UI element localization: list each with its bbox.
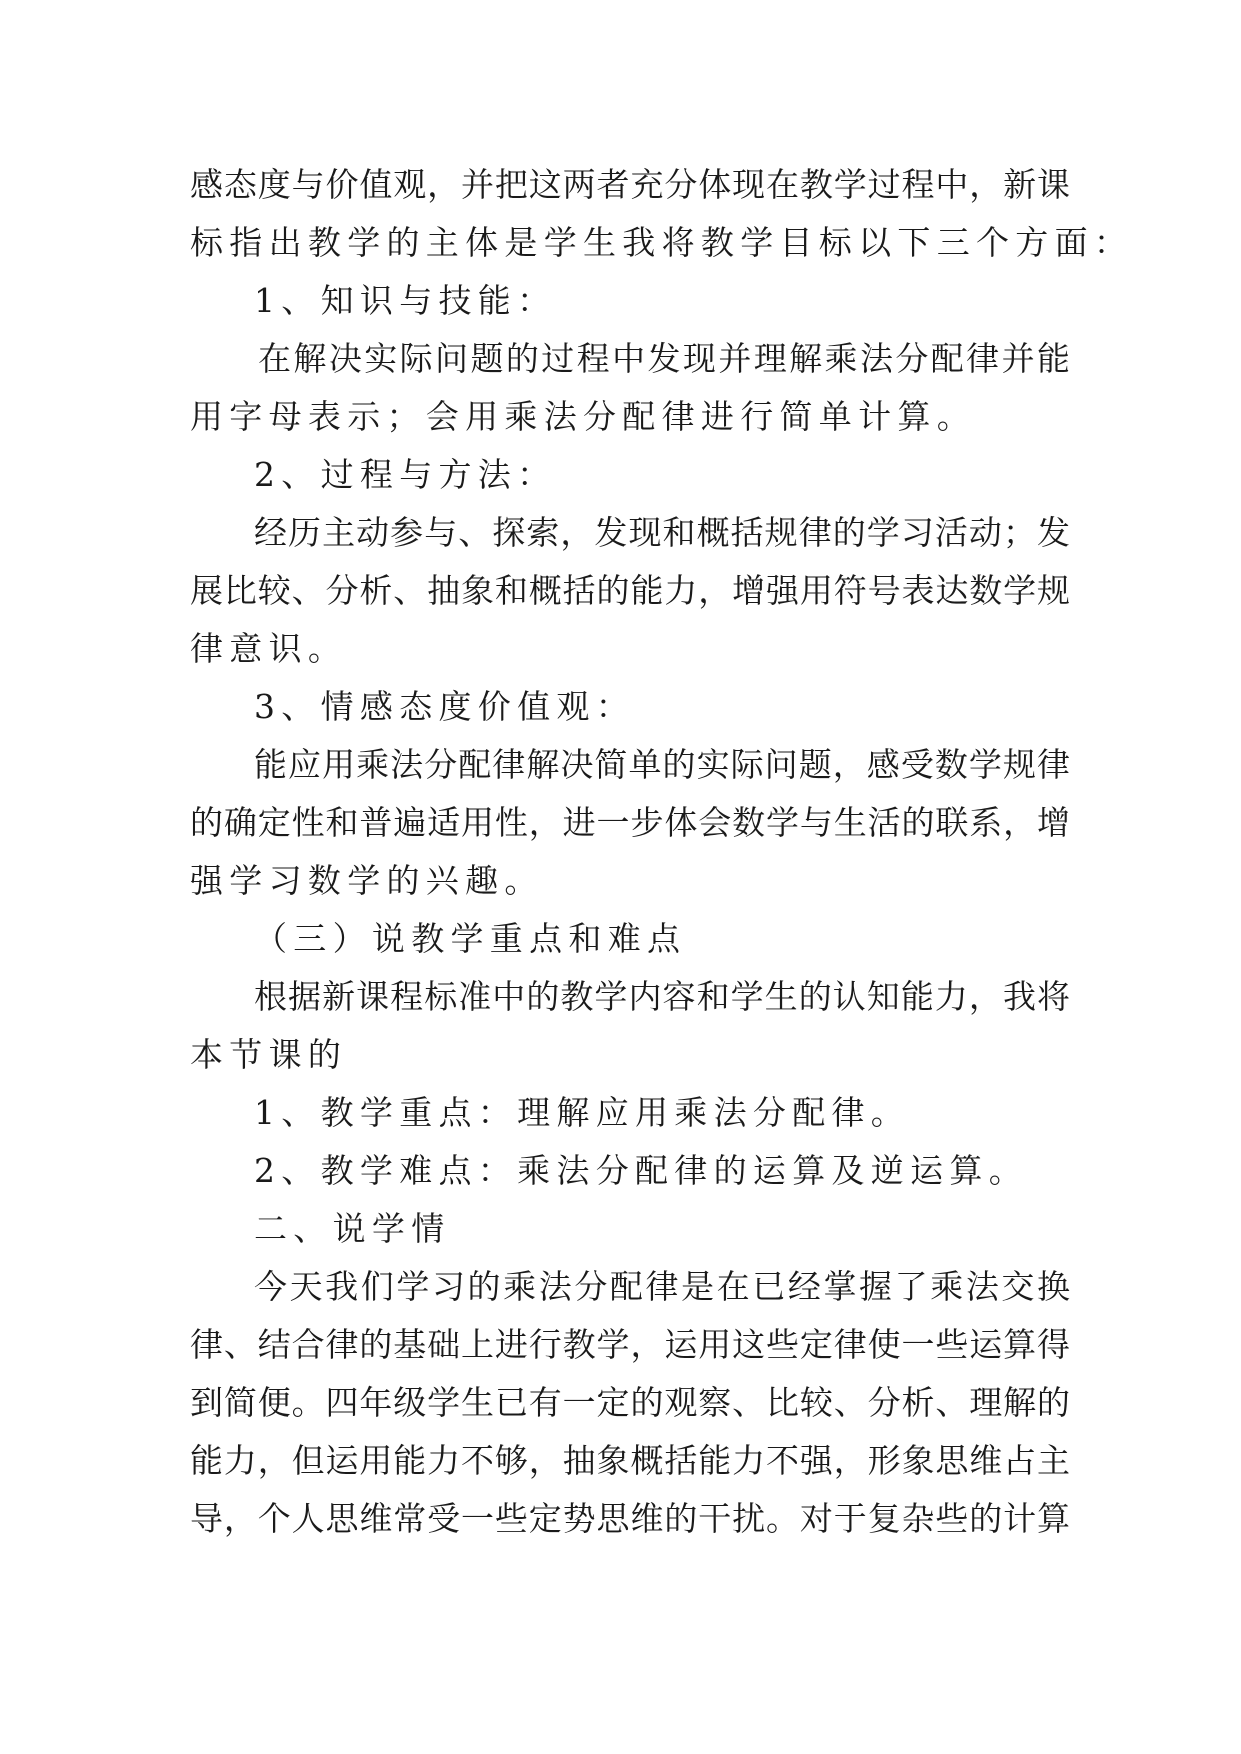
body-text-line: 强学习数学的兴趣。: [190, 861, 544, 900]
body-text-line: 到简便。四年级学生已有一定的观察、比较、分析、理解的: [190, 1383, 1070, 1422]
body-text-line: 感态度与价值观，并把这两者充分体现在教学过程中，新课: [190, 165, 1070, 204]
body-text-line: 根据新课程标准中的教学内容和学生的认知能力，我将: [254, 977, 1070, 1016]
body-text-line: 2、教学难点：乘法分配律的运算及逆运算。: [254, 1151, 1028, 1190]
body-text-line: 经历主动参与、探索，发现和概括规律的学习活动；发: [254, 513, 1070, 552]
body-text-line: 标指出教学的主体是学生我将教学目标以下三个方面：: [190, 223, 1134, 262]
body-text-line: 的确定性和普遍适用性，进一步体会数学与生活的联系，增: [190, 803, 1070, 842]
body-text-line: 在解决实际问题的过程中发现并理解乘法分配律并能: [258, 339, 1070, 378]
body-text-line: 1、教学重点：理解应用乘法分配律。: [254, 1093, 911, 1132]
body-text-line: 律意识。: [190, 629, 348, 668]
body-text-line: 展比较、分析、抽象和概括的能力，增强用符号表达数学规: [190, 571, 1070, 610]
body-text-line: 能力，但运用能力不够，抽象概括能力不强，形象思维占主: [190, 1441, 1070, 1480]
body-text-line: 本节课的: [190, 1035, 348, 1074]
body-text-line: 能应用乘法分配律解决简单的实际问题，感受数学规律: [254, 745, 1070, 784]
section-heading: 2、过程与方法：: [254, 455, 557, 494]
body-text-line: 今天我们学习的乘法分配律是在已经掌握了乘法交换: [254, 1267, 1070, 1306]
body-text-line: 导，个人思维常受一些定势思维的干扰。对于复杂些的计算: [190, 1499, 1070, 1538]
body-text-line: 律、结合律的基础上进行教学，运用这些定律使一些运算得: [190, 1325, 1070, 1364]
section-heading: 1、知识与技能：: [254, 281, 557, 320]
body-text-line: 用字母表示；会用乘法分配律进行简单计算。: [190, 397, 976, 436]
section-heading: 3、情感态度价值观：: [254, 687, 635, 726]
section-heading: （三）说教学重点和难点: [254, 919, 687, 958]
section-heading: 二、说学情: [254, 1209, 451, 1248]
